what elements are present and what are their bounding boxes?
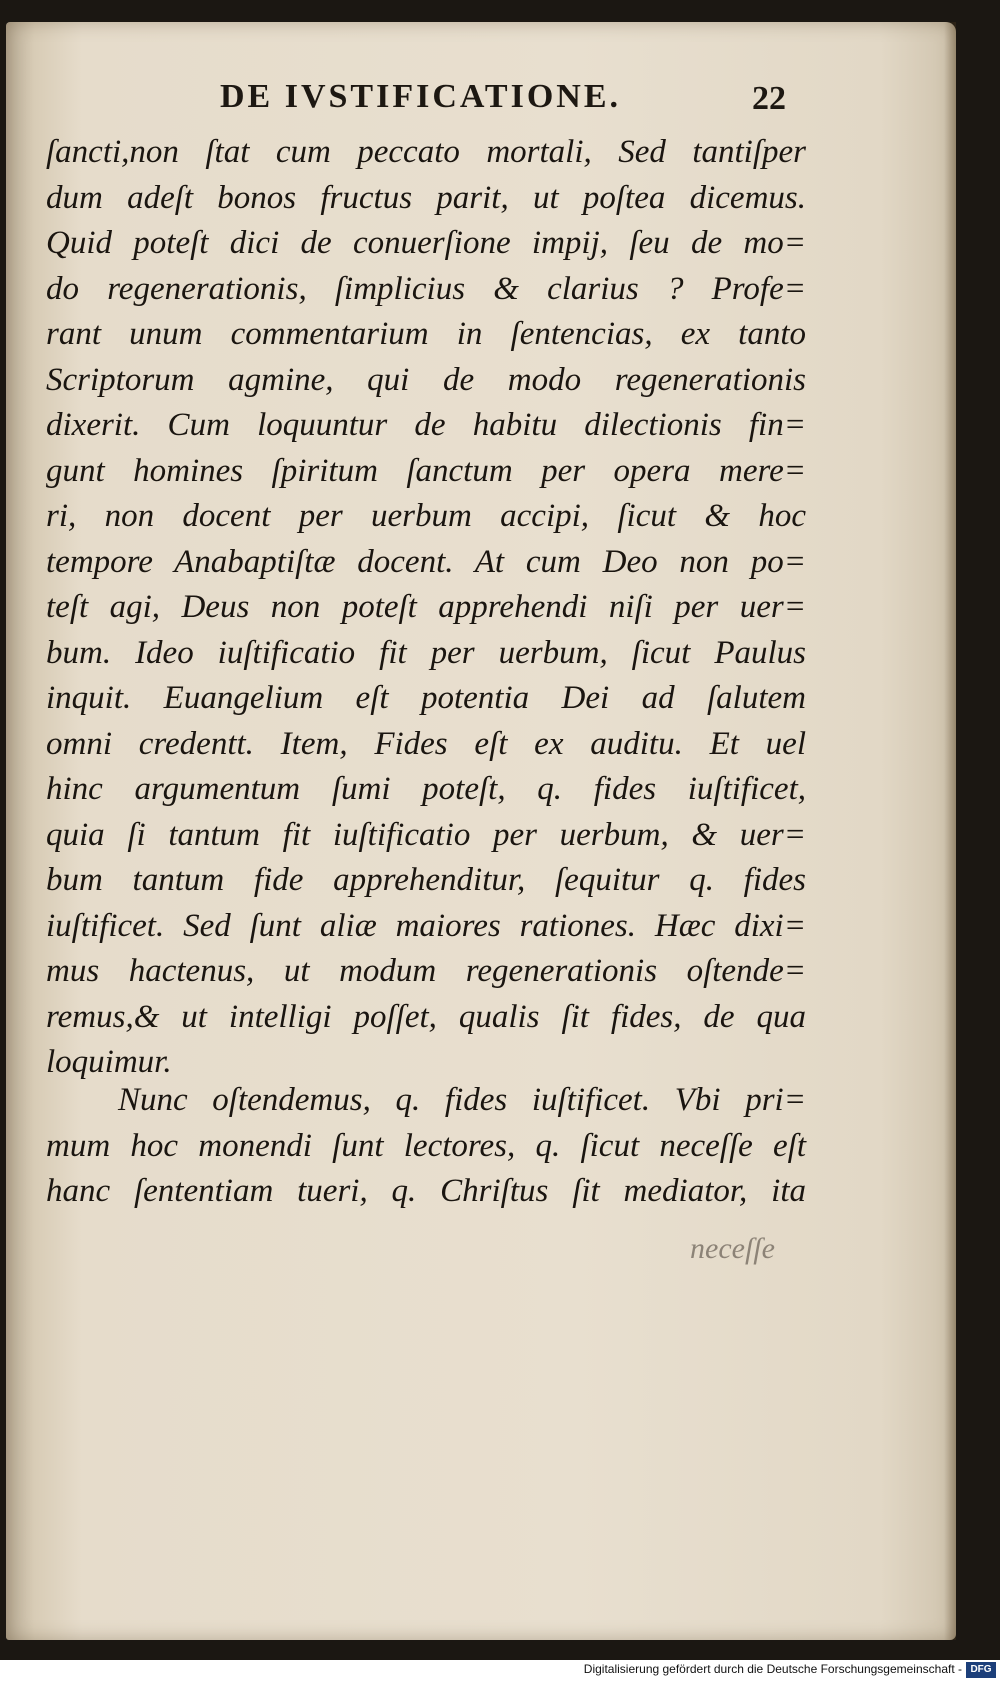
text-line: tempore Anabaptiſtæ docent. At cum Deo non po= [46, 543, 806, 580]
text-line: loquimur. [46, 1044, 172, 1080]
text-line: hanc ſententiam tueri, q. Chriſtus ſit mediator, ita [46, 1173, 806, 1209]
catchword: neceſſe [690, 1232, 775, 1265]
text-line: mum hoc monendi ſunt lectores, q. ſicut neceſſe eſt [46, 1127, 806, 1164]
running-head: DE IVSTIFICATIONE. [220, 78, 622, 115]
text-line: quia ſi tantum fit iuſtificatio per uerbum, & uer= [46, 816, 806, 853]
text-line: do regenerationis, ſimplicius & clarius ? Profe= [46, 270, 806, 307]
text-line: rant unum commentarium in ſentencias, ex tanto [46, 316, 806, 352]
dfg-logo[interactable]: DFG [966, 1662, 996, 1678]
text-line: omni credentt. Item, Fides eſt ex auditu. Et uel [46, 725, 806, 762]
paragraph-2 [46, 1078, 806, 1215]
text-line: ri, non docent per uerbum accipi, ſicut & hoc [46, 498, 806, 534]
funding-credit: Digitalisierung gefördert durch die Deutsche Forschungsgemeinschaft - [583, 1662, 962, 1676]
digitization-footer [0, 1660, 1000, 1681]
text-line: gunt homines ſpiritum ſanctum per opera mere= [46, 452, 806, 489]
text-line: mus hactenus, ut modum regenerationis oſtende= [46, 953, 806, 989]
text-line: Quid poteſt dici de conuerſione impij, ſeu de mo= [46, 225, 806, 261]
text-line: Scriptorum agmine, qui de modo regenerationis [46, 361, 806, 398]
text-line: bum tantum fide apprehenditur, ſequitur q. fides [46, 862, 806, 898]
text-line: dixerit. Cum loquuntur de habitu dilectionis fin= [46, 407, 806, 443]
text-line: ſancti,non ſtat cum peccato mortali, Sed tantiſper [46, 134, 806, 170]
page-number: 22 [752, 80, 786, 117]
paragraph-1 [46, 130, 806, 1086]
page-edge-shadow [944, 22, 956, 1640]
text-line: inquit. Euangelium eſt potentia Dei ad ſalutem [46, 680, 806, 716]
text-line: dum adeſt bonos fructus parit, ut poſtea dicemus. [46, 179, 806, 216]
text-line: teſt agi, Deus non poteſt apprehendi niſi per uer= [46, 589, 806, 625]
text-line: iuſtificet. Sed ſunt aliæ maiores rationes. Hæc dixi= [46, 907, 806, 944]
text-line: remus,& ut intelligi poſſet, qualis ſit fides, de qua [46, 998, 806, 1035]
text-line: bum. Ideo iuſtificatio fit per uerbum, ſicut Paulus [46, 634, 806, 671]
text-line: hinc argumentum ſumi poteſt, q. fides iuſtificet, [46, 771, 806, 807]
text-line: Nunc oſtendemus, q. fides iuſtificet. Vbi pri= [118, 1082, 806, 1118]
